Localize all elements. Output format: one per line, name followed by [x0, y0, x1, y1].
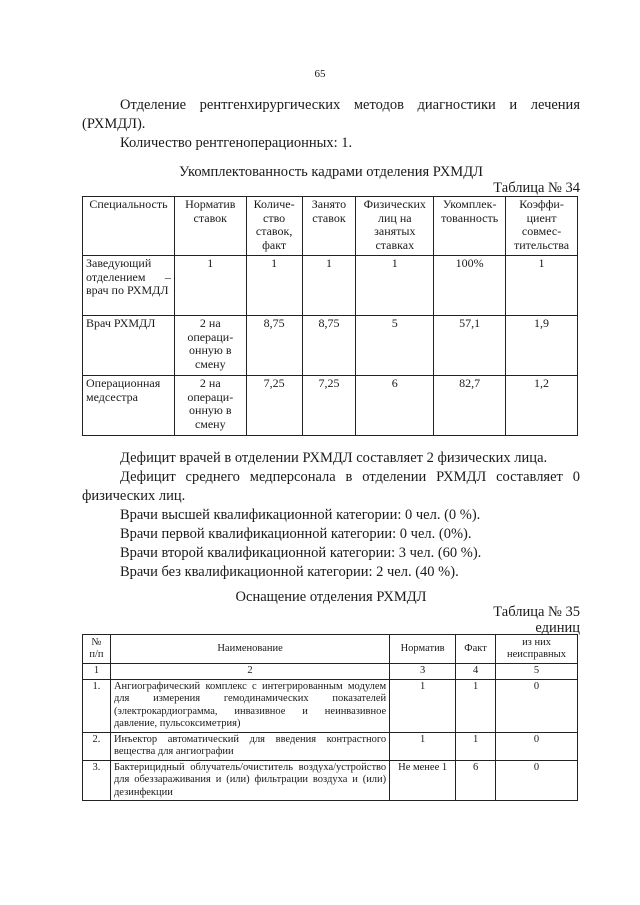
col-header: Норматив ставок: [174, 197, 246, 256]
equipment-table: [82, 634, 578, 801]
table-header-row: [83, 635, 578, 664]
table-row: [83, 316, 578, 376]
table-cell: 1: [506, 256, 578, 316]
table-header-row: [83, 197, 578, 256]
table-row: [83, 256, 578, 316]
table-cell: Инъектор автоматический для введения контрастного вещества для ангиографии: [110, 732, 389, 760]
intro-department: Отделение рентгенхирургических методов диагностики и лечения (РХМДЛ).: [82, 97, 580, 132]
col-header: Норматив: [390, 635, 456, 664]
table-cell: 1,9: [506, 316, 578, 376]
col-header: Наименование: [110, 635, 389, 664]
table-cell: Заведующий отделением – врач по РХМДЛ: [83, 256, 175, 316]
table-cell: 2 на операци-онную в смену: [174, 316, 246, 376]
table-cell: 1: [246, 256, 302, 316]
table-cell: 0: [496, 679, 578, 732]
deficit-nurses: Дефицит среднего медперсонала в отделении РХМДЛ составляет 0 физических лиц.: [82, 469, 580, 504]
col-header: из них неисправных: [496, 635, 578, 664]
table-cell: 82,7: [434, 376, 506, 436]
table-cell: 1: [456, 679, 496, 732]
table-cell: Ангиографический комплекс с интегрированным модулем для измерения гемодинамических показателей (электрокардиограмма, инвазивное и неинвазивное давление, пульсоксиметрия): [110, 679, 389, 732]
col-header: Факт: [456, 635, 496, 664]
table-cell: 1: [456, 732, 496, 760]
table-cell: Бактерицидный облучатель/очиститель воздуха/устройство для обеззараживания и (или) фильтрации воздуха и (или) дезинфекции: [110, 760, 389, 801]
table34-title: Укомплектованность кадрами отделения РХМДЛ: [179, 164, 483, 180]
category-none: Врачи без квалификационной категории: 2 чел. (40 %).: [120, 564, 459, 580]
col-header: Укомплек-тованность: [434, 197, 506, 256]
table35-number: Таблица № 35: [493, 604, 580, 620]
table-cell: 7,25: [302, 376, 356, 436]
table-cell: Не менее 1: [390, 760, 456, 801]
table-cell: 0: [496, 732, 578, 760]
table-cell: 2 на операци-онную в смену: [174, 376, 246, 436]
table-cell: 1: [174, 256, 246, 316]
col-header: Коэффи-циент совмес-тительства: [506, 197, 578, 256]
table-cell: 1: [302, 256, 356, 316]
table-cell: 1,2: [506, 376, 578, 436]
table-cell: 100%: [434, 256, 506, 316]
table-cell: 6: [456, 760, 496, 801]
table-row: [83, 732, 578, 760]
col-header: Специальность: [83, 197, 175, 256]
table-cell: 7,25: [246, 376, 302, 436]
table-cell: 0: [496, 760, 578, 801]
table-cell: 57,1: [434, 316, 506, 376]
table-index-row: [83, 664, 578, 680]
table-cell: 1: [356, 256, 434, 316]
table-cell: 2.: [83, 732, 111, 760]
table-row: [83, 760, 578, 801]
table-cell: 5: [496, 664, 578, 680]
table-cell: 1: [390, 732, 456, 760]
table-cell: 1: [83, 664, 111, 680]
table-cell: Операционная медсестра: [83, 376, 175, 436]
col-header: № п/п: [83, 635, 111, 664]
category-second: Врачи второй квалификационной категории: 3 чел. (60 %).: [120, 545, 482, 561]
table35-title: Оснащение отделения РХМДЛ: [235, 589, 427, 605]
deficit-doctors: Дефицит врачей в отделении РХМДЛ составляет 2 физических лица.: [120, 450, 548, 466]
page-number: 65: [314, 68, 326, 80]
table-row: [83, 376, 578, 436]
table-cell: 4: [456, 664, 496, 680]
table-cell: Врач РХМДЛ: [83, 316, 175, 376]
col-header: Количе-ство ставок, факт: [246, 197, 302, 256]
staffing-table: [82, 196, 578, 436]
table-cell: 3.: [83, 760, 111, 801]
table-cell: 5: [356, 316, 434, 376]
table-row: [83, 679, 578, 732]
table34-number: Таблица № 34: [493, 180, 580, 196]
table35-unit: единиц: [535, 620, 580, 636]
table-cell: 2: [110, 664, 389, 680]
table-cell: 1: [390, 679, 456, 732]
table-cell: 8,75: [302, 316, 356, 376]
table-cell: 1.: [83, 679, 111, 732]
col-header: Физических лиц на занятых ставках: [356, 197, 434, 256]
col-header: Занято ставок: [302, 197, 356, 256]
table-cell: 3: [390, 664, 456, 680]
table-cell: 8,75: [246, 316, 302, 376]
category-highest: Врачи высшей квалификационной категории: 0 чел. (0 %).: [120, 507, 481, 523]
intro-rooms: Количество рентгеноперационных: 1.: [120, 135, 353, 151]
category-first: Врачи первой квалификационной категории: 0 чел. (0%).: [120, 526, 472, 542]
table-cell: 6: [356, 376, 434, 436]
